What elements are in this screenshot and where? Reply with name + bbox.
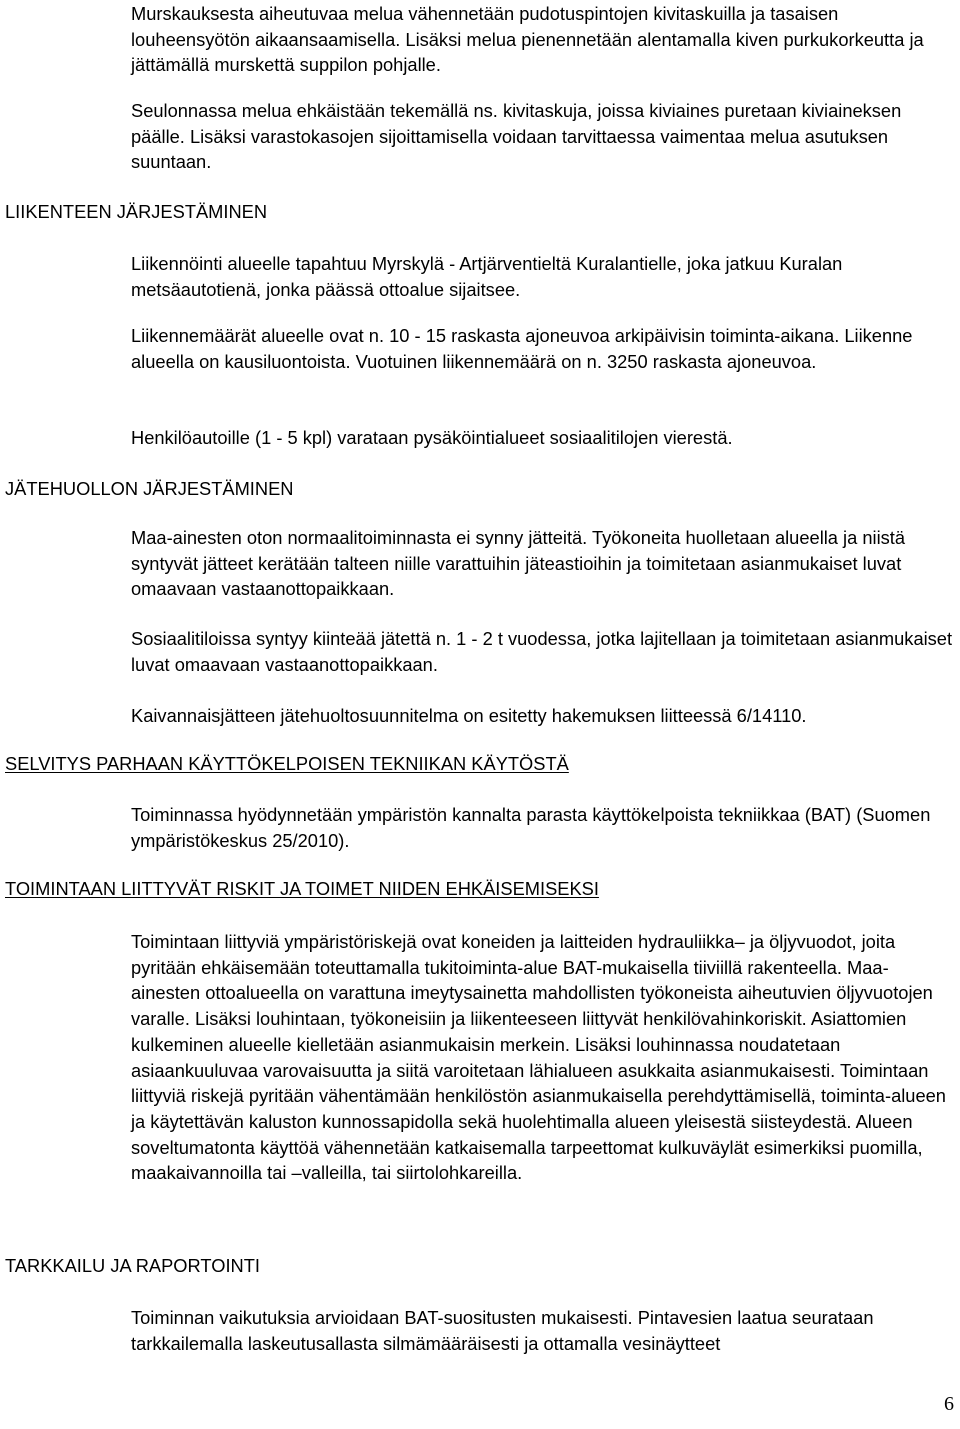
paragraph-bat: Toiminnassa hyödynnetään ympäristön kannalta parasta käyttökelpoista tekniikkaa (BAT) (Suomen ympäristökeskus 25/2010). (131, 804, 931, 851)
paragraph-screening-noise: Seulonnassa melua ehkäistään tekemällä ns. kivitaskuja, joissa kiviaines puretaan kiviaineksen päälle. Lisäksi varastokasojen sijoittamisella voidaan tarvittaessa vaimentaa melua asutuksen suuntaan. (131, 100, 902, 173)
paragraph-traffic-route: Liikennöinti alueelle tapahtuu Myrskylä - Artjärventieltä Kuralantielle, joka jatkuu Kuralan metsäautotienä, jonka päässä ottoalue sijaitsee. (131, 253, 843, 300)
page-number: 6 (944, 1393, 954, 1415)
heading-traffic-arrangement: LIIKENTEEN JÄRJESTÄMINEN (5, 201, 268, 222)
paragraph-risks: Toimintaan liittyviä ympäristöriskejä ovat koneiden ja laitteiden hydrauliikka– ja öljyvuodot, joita pyritään ehkäisemään toteuttamalla tukitoiminta-alue BAT-mukaisella tiiviillä rakenteella. Maa-ainesten ottoalueella on varattuna imeytysainetta mahdollisten työkoneista aiheutuvien öljyvuotojen varalle. Lisäksi louhintaan, työkoneisiin ja liikenteeseen liittyvät henkilövahinkoriskit. Asiattomien kulkeminen alueelle kielletään asianmukaisin merkein. Lisäksi louhinnassa noudatetaan asiaankuuluvaa varovaisuutta ja siitä varoitetaan lähialueen asukkaita asianmukaisesti. Toimintaan liittyviä riskejä pyritään vähentämään henkilöstön asianmukaisella perehdyttämisellä, toiminta-alueen ja käytettävän kaluston kunnossapidolla sekä huolehtimalla alueen yleisestä siisteydestä. Alueen soveltumatonta käyttöä vähennetään katkaisemalla tarpeettomat kulkuväylät esimerkiksi puomilla, maakaivannoilla tai –valleilla, tai siirtolohkareilla. (131, 931, 946, 1184)
paragraph-social-waste: Sosiaalitiloissa syntyy kiinteää jätettä n. 1 - 2 t vuodessa, jotka lajitellaan ja toimitetaan asianmukaiset luvat omaavaan vastaanottopaikkaan. (131, 628, 953, 675)
paragraph-monitoring: Toiminnan vaikutuksia arvioidaan BAT-suositusten mukaisesti. Pintavesien laatua seurataan tarkkailemalla laskeutusallasta silmämääräisesti ja ottamalla vesinäytteet (131, 1307, 874, 1354)
paragraph-extraction-waste-plan: Kaivannaisjätteen jätehuoltosuunnitelma on esitetty hakemuksen liitteessä 6/14110. (131, 705, 807, 726)
paragraph-traffic-volume: Liikennemäärät alueelle ovat n. 10 - 15 raskasta ajoneuvoa arkipäivisin toiminta-aikana. Liikenne alueella on kausiluontoista. Vuotuinen liikennemäärä on n. 3250 raskasta ajoneuvoa. (131, 325, 913, 372)
heading-bat-report: SELVITYS PARHAAN KÄYTTÖKELPOISEN TEKNIIKAN KÄYTÖSTÄ (5, 753, 569, 774)
heading-monitoring-reporting: TARKKAILU JA RAPORTOINTI (5, 1255, 260, 1276)
paragraph-parking: Henkilöautoille (1 - 5 kpl) varataan pysäköintialueet sosiaalitilojen vierestä. (131, 427, 733, 448)
paragraph-waste-machines: Maa-ainesten oton normaalitoiminnasta ei synny jätteitä. Työkoneita huolletaan alueella ja niistä syntyvät jätteet kerätään talteen niille varattuihin jäteastioihin ja toimitetaan asianmukaiset luvat omaavaan vastaanottopaikkaan. (131, 527, 906, 600)
paragraph-murskaus-noise: Murskauksesta aiheutuvaa melua vähennetään pudotuspintojen kivitaskuilla ja tasaisen louheensyötön aikaansaamisella. Lisäksi melua pienennetään alentamalla kiven purkukorkeutta ja jättämällä murskettä suppilon pohjalle. (131, 3, 924, 76)
heading-waste-management: JÄTEHUOLLON JÄRJESTÄMINEN (5, 478, 294, 499)
heading-risks: TOIMINTAAN LIITTYVÄT RISKIT JA TOIMET NIIDEN EHKÄISEMISEKSI (5, 878, 599, 899)
